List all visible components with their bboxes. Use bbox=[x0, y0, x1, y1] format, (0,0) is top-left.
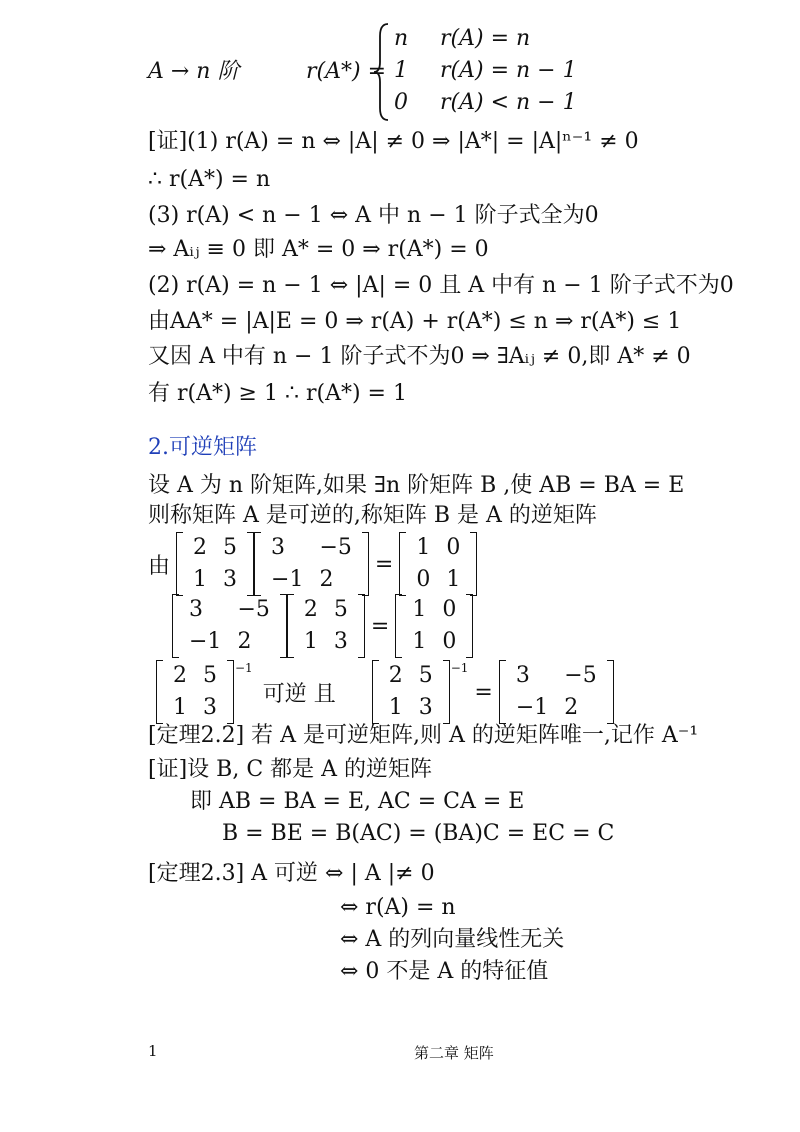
definition-line-1: 设 A 为 n 阶矩阵,如果 ∃n 阶矩阵 B ,使 AB = BA = E bbox=[148, 473, 685, 498]
matrix-identity: 1 0 0 1 bbox=[399, 532, 477, 596]
theorem-2-3-item-3: ⇔ 0 不是 A 的特征值 bbox=[340, 959, 549, 984]
equals-sign: = bbox=[474, 679, 493, 705]
proof-line-2: ∴ r(A*) = n bbox=[148, 167, 271, 192]
definition-line-2: 则称矩阵 A 是可逆的,称矩阵 B 是 A 的逆矩阵 bbox=[148, 503, 597, 528]
case-value: 1 bbox=[394, 58, 408, 83]
proof2-line-2: 即 AB = BA = E, AC = CA = E bbox=[190, 789, 525, 814]
adjoint-rank-function: r(A*) = bbox=[306, 59, 386, 84]
case-condition: r(A) = n bbox=[440, 26, 531, 51]
proof-line-1: [证](1) r(A) = n ⇔ |A| ≠ 0 ⇒ |A*| = |A|ⁿ⁻¹ ≠ 0 bbox=[148, 129, 639, 154]
example-equation-2 bbox=[172, 594, 473, 658]
theorem-2-3-item-2: ⇔ A 的列向量线性无关 bbox=[340, 927, 565, 952]
equals-sign: = bbox=[374, 551, 394, 577]
matrix-a: 2 5 1 3 bbox=[287, 594, 365, 658]
matrix-inverse: 3 −5 −1 2 bbox=[499, 660, 614, 724]
inverse-superscript: −1 bbox=[235, 661, 253, 675]
case-row-1 bbox=[394, 26, 531, 51]
example-prefix: 由 bbox=[148, 553, 171, 579]
theorem-2-2: [定理2.2] 若 A 是可逆矩阵,则 A 的逆矩阵唯一,记作 A⁻¹ bbox=[148, 723, 699, 748]
matrix-order-label: A → n 阶 bbox=[148, 59, 240, 84]
example-equation-1 bbox=[148, 532, 477, 596]
proof2-line-1: [证]设 B, C 都是 A 的逆矩阵 bbox=[148, 757, 433, 782]
proof-line-4: ⇒ Aᵢⱼ ≡ 0 即 A* = 0 ⇒ r(A*) = 0 bbox=[148, 237, 489, 262]
proof-line-6: 由AA* = |A|E = 0 ⇒ r(A) + r(A*) ≤ n ⇒ r(A*) ≤ 1 bbox=[148, 309, 682, 334]
equals-sign: = bbox=[370, 613, 390, 639]
proof2-line-3: B = BE = B(AC) = (BA)C = EC = C bbox=[222, 821, 615, 846]
inverse-statement bbox=[156, 660, 614, 724]
case-condition: r(A) = n − 1 bbox=[440, 58, 577, 83]
proof-line-5: (2) r(A) = n − 1 ⇔ |A| = 0 且 A 中有 n − 1 阶子式不为0 bbox=[148, 273, 734, 298]
matrix-a: 2 5 1 3 bbox=[176, 532, 254, 596]
invertible-text: 可逆 且 bbox=[262, 681, 336, 707]
case-value: n bbox=[394, 26, 409, 51]
theorem-2-3: [定理2.3] A 可逆 ⇔ | A |≠ 0 bbox=[148, 861, 435, 886]
matrix-result: 1 0 1 0 bbox=[395, 594, 473, 658]
case-condition: r(A) < n − 1 bbox=[440, 90, 577, 115]
inverse-superscript: −1 bbox=[450, 661, 469, 675]
page-number: 1 bbox=[148, 1042, 158, 1060]
section-title: 2.可逆矩阵 bbox=[148, 435, 257, 460]
proof-line-3: (3) r(A) < n − 1 ⇔ A 中 n − 1 阶子式全为0 bbox=[148, 203, 599, 228]
matrix-b: 3 −5 −1 2 bbox=[254, 532, 369, 596]
matrix-b: 3 −5 −1 2 bbox=[172, 594, 287, 658]
proof-line-7: 又因 A 中有 n − 1 阶子式不为0 ⇒ ∃Aᵢⱼ ≠ 0,即 A* ≠ 0 bbox=[148, 344, 691, 369]
case-row-3 bbox=[394, 90, 577, 115]
theorem-2-3-item-1: ⇔ r(A) = n bbox=[340, 895, 456, 920]
case-row-2 bbox=[394, 58, 577, 83]
case-value: 0 bbox=[394, 90, 408, 115]
matrix-a: 2 5 1 3 bbox=[372, 660, 450, 724]
chapter-title: 第二章 矩阵 bbox=[414, 1044, 494, 1062]
proof-line-8: 有 r(A*) ≥ 1 ∴ r(A*) = 1 bbox=[148, 381, 407, 406]
cases-brace bbox=[372, 22, 392, 122]
matrix-a: 2 5 1 3 bbox=[156, 660, 234, 724]
